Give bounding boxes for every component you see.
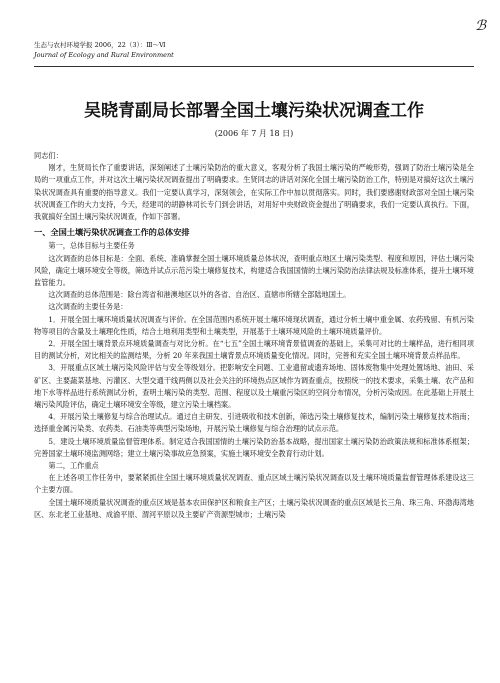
paragraph-scope: 这次调查的总体范围是：除台湾省和港澳地区以外的各省、自治区、直辖市所辖全部陆地国土。 (48, 290, 351, 300)
article-title: 吴晓青副局长部署全国土壤污染状况调查工作 (84, 101, 424, 121)
paragraph-focus-1: 在上述各项工作任务中，要紧紧抓住全国土壤环境质量状况调查、重点区域土壤污染状况调查以及土壤环境质量监督管理体系建设这三个主要方面。 (34, 473, 474, 495)
task-item-2: 2．开展全国土壤背景点环境质量调查与对比分析。在“七五”全国土壤环境背景值调查的基础上，采集可对比的土壤样品，进行相同项目的测试分析，对比相关的监测结果，分析 20 年来我国土壤背景点环境质量变化情况。同时，完善和充实全国土壤环境背景点样品库。 (34, 339, 474, 361)
article-body (34, 150, 474, 521)
paragraph-tasks-intro: 这次调查的主要任务是： (48, 302, 128, 312)
subheading-goals: 第一，总体目标与主要任务 (48, 241, 135, 251)
section-heading-1: 一、全国土壤污染状况调查工作的总体安排 (34, 227, 190, 238)
task-item-5: 5．建设土壤环境质量监督管理体系。制定适合我国国情的土壤污染防治基本战略，提出国家土壤污染防治政策法规和标准体系框架；完善国家土壤环境监测网络；建立土壤污染事故应急预案，实施土壤环境安全教育行动计划。 (34, 436, 474, 458)
task-item-1: 1．开展全国土壤环境质量状况调查与评价。在全国范围内系统开展土壤环境现状调查，通过分析土壤中重金属、农药残留、有机污染物等项目的含量及土壤理化性质，结合土地利用类型和土壤类型，开展基于土壤环境风险的土壤环境质量评价。 (34, 314, 474, 336)
article-date: (2006 年 7 月 18 日) (214, 129, 294, 138)
corner-page-mark: ℬ (474, 18, 486, 34)
task-item-4: 4．开展污染土壤修复与综合治理试点。通过自主研发、引进吸收和技术创新，筛选污染土壤修复技术，编制污染土壤修复技术指南；选择重金属污染类、农药类、石油类等典型污染场地，开展污染土壤修复与综合治理的试点示范。 (34, 412, 474, 434)
greeting: 同志们： (34, 151, 63, 160)
journal-english-title: Journal of Ecology and Rural Environment (34, 51, 174, 59)
paragraph-goal: 这次调查的总体目标是：全面、系统、准确掌握全国土壤环境质量总体状况，查明重点地区土壤污染类型、程度和原因，评估土壤污染风险，确定土壤环境安全等级，筛选并试点示范污染土壤修复技术，构建适合我国国情的土壤污染防治法律法规及标准体系，提升土壤环境监管能力。 (34, 253, 474, 288)
header-divider (34, 66, 474, 67)
intro-paragraph: 刚才，生贤局长作了重要讲话，深刻阐述了土壤污染防治的重大意义，客观分析了我国土壤污染的严峻形势，强调了防治土壤污染是全局的一项重点工作，并对这次土壤污染状况调查提出了明确要求。生贤同志的讲话对深化全国土壤污染防治工作，特别是对搞好这次土壤污染状况调查具有重要的指导意义。我们一定要认真学习，深刻领会，在实际工作中加以贯彻落实。同时，我们要感谢财政部对全国土壤污染状况调查工作的大力支持，今天，经建司的胡静林司长专门到会讲话，对用好中央财政资金提出了明确要求，我们一定要认真执行。下面，我就搞好全国土壤污染状况调查，作如下部署。 (34, 163, 474, 222)
subheading-focus: 第二，工作重点 (48, 461, 99, 471)
journal-header (34, 40, 474, 60)
journal-citation: 生态与农村环境学报 2006，22（3）：Ⅲ～Ⅵ (34, 41, 166, 49)
paragraph-focus-2: 全国土壤环境质量状况调查的重点区域是基本农田保护区和粮食主产区；土壤污染状况调查的重点区域是长三角、珠三角、环渤海湾地区、东北老工业基地、成渝平原、渭河平原以及主要矿产资源型城市；土壤污染 (34, 497, 474, 519)
task-item-3: 3．开展重点区域土壤污染风险评估与安全等级划分。把影响安全问题、工业遗留或遗弃场地、固体废物集中处理处置场地、油田、采矿区、主要蔬菜基地、污灌区、大型交通干线两侧以及社会关注的环境热点区域作为调查重点，按照统一的技术要求，采集土壤、农产品和地下水等样品进行系统测试分析，查明土壤污染的类型、范围、程度以及土壤重污染区的空间分布情况，分析污染成因。在此基础上开展土壤污染风险评估，确定土壤环境安全等级，建立污染土壤档案。 (34, 363, 474, 410)
